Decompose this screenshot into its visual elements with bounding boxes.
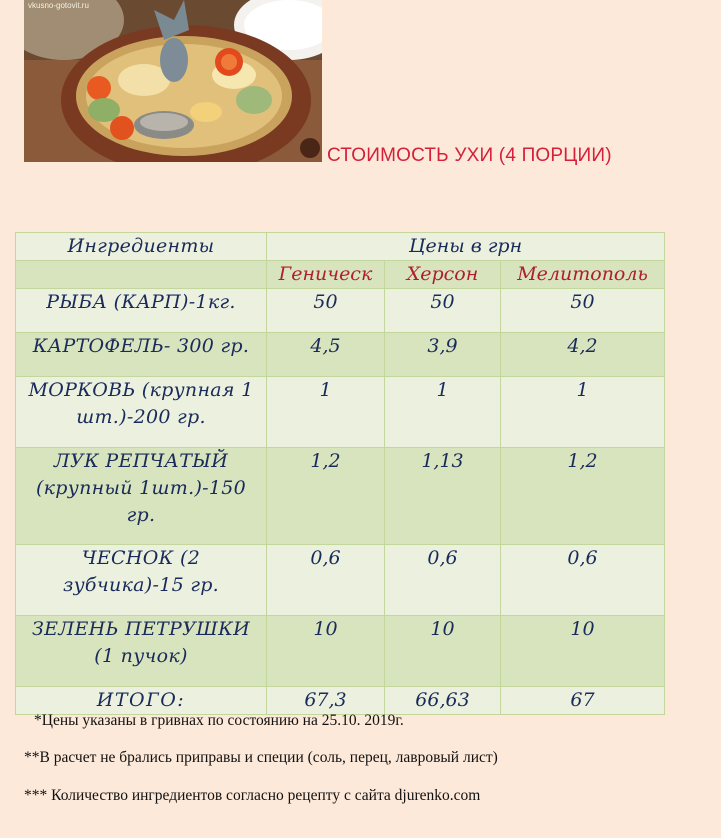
ingredient-name: ЧЕСНОК (2 зубчика)-15 гр.: [16, 545, 267, 616]
city-genichesk: Геническ: [267, 261, 385, 289]
total-cell: 66,63: [385, 687, 501, 715]
ingredient-name: КАРТОФЕЛЬ- 300 гр.: [16, 333, 267, 377]
header-prices: Цены в грн: [267, 233, 665, 261]
total-cell: 67,3: [267, 687, 385, 715]
price-cell: 1: [267, 377, 385, 448]
ingredient-name: ЗЕЛЕНЬ ПЕТРУШКИ (1 пучок): [16, 616, 267, 687]
table-cities-row: [16, 261, 665, 289]
table-header-row: [16, 233, 665, 261]
city-kherson: Херсон: [385, 261, 501, 289]
soup-photo: [24, 0, 322, 162]
total-label: ИТОГО:: [16, 687, 267, 715]
price-cell: 50: [267, 289, 385, 333]
price-cell: 0,6: [267, 545, 385, 616]
price-cell: 0,6: [501, 545, 665, 616]
price-cell: 0,6: [385, 545, 501, 616]
page-title: СТОИМОСТЬ УХИ (4 ПОРЦИИ): [327, 145, 612, 166]
ingredient-name: ЛУК РЕПЧАТЫЙ (крупный 1шт.)-150 гр.: [16, 448, 267, 545]
table-row: [16, 616, 665, 687]
price-cell: 50: [385, 289, 501, 333]
footnote-currency: *Цены указаны в гривнах по состоянию на 25.10. 2019г.: [34, 712, 404, 729]
footnote-spices: **В расчет не брались приправы и специи (соль, перец, лавровый лист): [24, 749, 498, 766]
table-row: [16, 333, 665, 377]
price-cell: 10: [267, 616, 385, 687]
table-row: [16, 448, 665, 545]
ingredient-name: РЫБА (КАРП)-1кг.: [16, 289, 267, 333]
ingredient-name: МОРКОВЬ (крупная 1 шт.)-200 гр.: [16, 377, 267, 448]
footnote-source: *** Количество ингредиентов согласно рецепту с сайта djurenko.com: [24, 787, 481, 804]
cities-empty-cell: [16, 261, 267, 289]
fish-soup-image: [24, 0, 322, 162]
price-table: [15, 232, 665, 715]
price-cell: 1,2: [267, 448, 385, 545]
price-cell: 1,2: [501, 448, 665, 545]
table-total-row: [16, 687, 665, 715]
price-cell: 50: [501, 289, 665, 333]
city-melitopol: Мелитополь: [501, 261, 665, 289]
price-cell: 1: [501, 377, 665, 448]
table-row: [16, 289, 665, 333]
header-ingredients: Ингредиенты: [16, 233, 267, 261]
photo-watermark: vkusno-gotovit.ru: [28, 1, 89, 10]
price-cell: 10: [385, 616, 501, 687]
price-cell: 4,2: [501, 333, 665, 377]
price-cell: 10: [501, 616, 665, 687]
price-cell: 1,13: [385, 448, 501, 545]
price-cell: 1: [385, 377, 501, 448]
table-row: [16, 377, 665, 448]
price-cell: 3,9: [385, 333, 501, 377]
table-row: [16, 545, 665, 616]
price-cell: 4,5: [267, 333, 385, 377]
total-cell: 67: [501, 687, 665, 715]
